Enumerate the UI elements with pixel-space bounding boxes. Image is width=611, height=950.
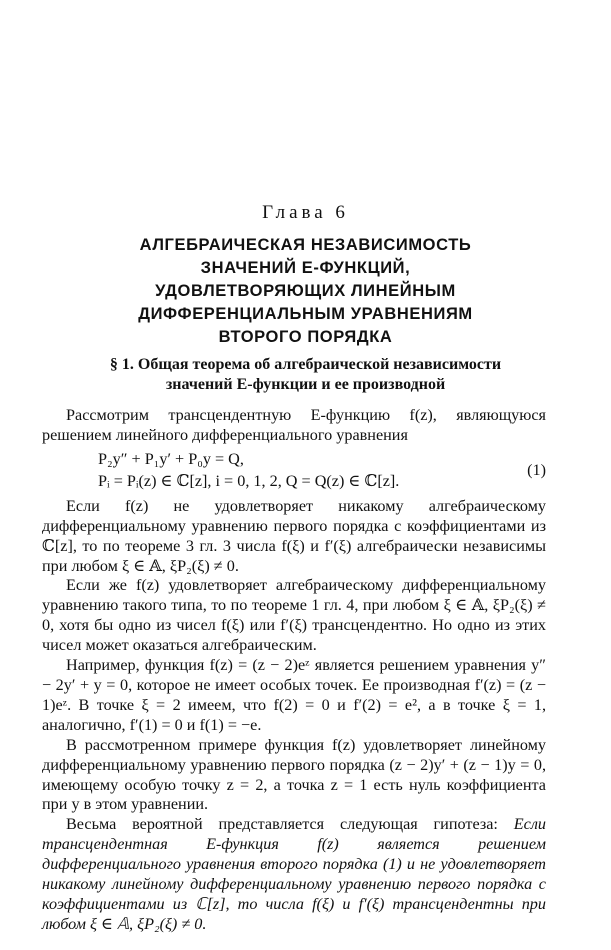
paragraph-intro: Рассмотрим трансцендентную E-функцию f(z), являющуюся решением линейного дифференциального уравнения [42, 406, 546, 444]
section-title-line: значений E-функции и ее производной [165, 376, 446, 393]
equation-number: (1) [527, 460, 546, 479]
paragraph-hypothesis [42, 815, 546, 934]
chapter-title-line: ЗНАЧЕНИЙ E-ФУНКЦИЙ, [200, 259, 411, 277]
paragraph: В рассмотренном примере функция f(z) удовлетворяет линейному дифференциальному уравнению первого порядка (z − 2)y′ + (z − 1)y = 0, имеющему особую точку z = 2, а точка z = 1 есть нуль коэффициента при y в этом уравнении. [42, 735, 546, 814]
section-title [0, 355, 611, 395]
chapter-title-line: ДИФФЕРЕНЦИАЛЬНЫМ УРАВНЕНИЯМ [138, 305, 473, 323]
paragraph-example: Например, функция f(z) = (z − 2)eᶻ является решением уравнения y″ − 2y′ + y = 0, которое не имеет особых точек. Ее производная f′(z) = (z − 1)eᶻ. В точке ξ = 2 имеем, что f(2) = 0 и f′(2) = e², а в точке ξ = 1, аналогично, f′(1) = 0 и f(1) = −e. [42, 656, 546, 734]
body-text [42, 406, 546, 935]
chapter-title [0, 234, 611, 349]
hypothesis-statement: Если трансцендентная E-функция f(z) является решением дифференциального уравнения второго порядка (1) и не удовлетворяет никакому линейному дифференциальному уравнению первого порядка с коэффициентами из ℂ[z], то числа f(ξ) и f′(ξ) трансцендентны при любом ξ ∈ 𝔸, ξP₂(ξ) ≠ 0. [42, 815, 546, 933]
chapter-title-line: УДОВЛЕТВОРЯЮЩИХ ЛИНЕЙНЫМ [155, 282, 456, 300]
equation-1 [42, 449, 546, 493]
hypothesis-intro: Весьма вероятной представляется следующая гипотеза: [66, 815, 514, 834]
chapter-title-line: АЛГЕБРАИЧЕСКАЯ НЕЗАВИСИМОСТЬ [139, 236, 472, 254]
chapter-title-line: ВТОРОГО ПОРЯДКА [218, 328, 393, 346]
paragraph: Если же f(z) удовлетворяет алгебраическому дифференциальному уравнению такого типа, то по теореме 1 гл. 4, при любом ξ ∈ 𝔸, ξP₂(ξ) ≠ 0, хотя бы одно из чисел f(ξ) или f′(ξ) трансцендентно. Но одно из этих чисел может оказаться алгебраическим. [42, 576, 546, 655]
paragraph: Если f(z) не удовлетворяет никакому алгебраическому дифференциальному уравнению первого порядка с коэффициентами из ℂ[z], то по теореме 3 гл. 3 числа f(ξ) и f′(ξ) алгебраически независимы при любом ξ ∈ 𝔸, ξP₂(ξ) ≠ 0. [42, 496, 546, 575]
equation-line: Pᵢ = Pᵢ(z) ∈ ℂ[z], i = 0, 1, 2, Q = Q(z) ∈ ℂ[z]. [98, 471, 400, 490]
section-title-line: § 1. Общая теорема об алгебраической независимости [109, 356, 502, 373]
chapter-label: Глава 6 [262, 202, 349, 223]
equation-line: P₂y″ + P₁y′ + P₀y = Q, [98, 449, 244, 468]
